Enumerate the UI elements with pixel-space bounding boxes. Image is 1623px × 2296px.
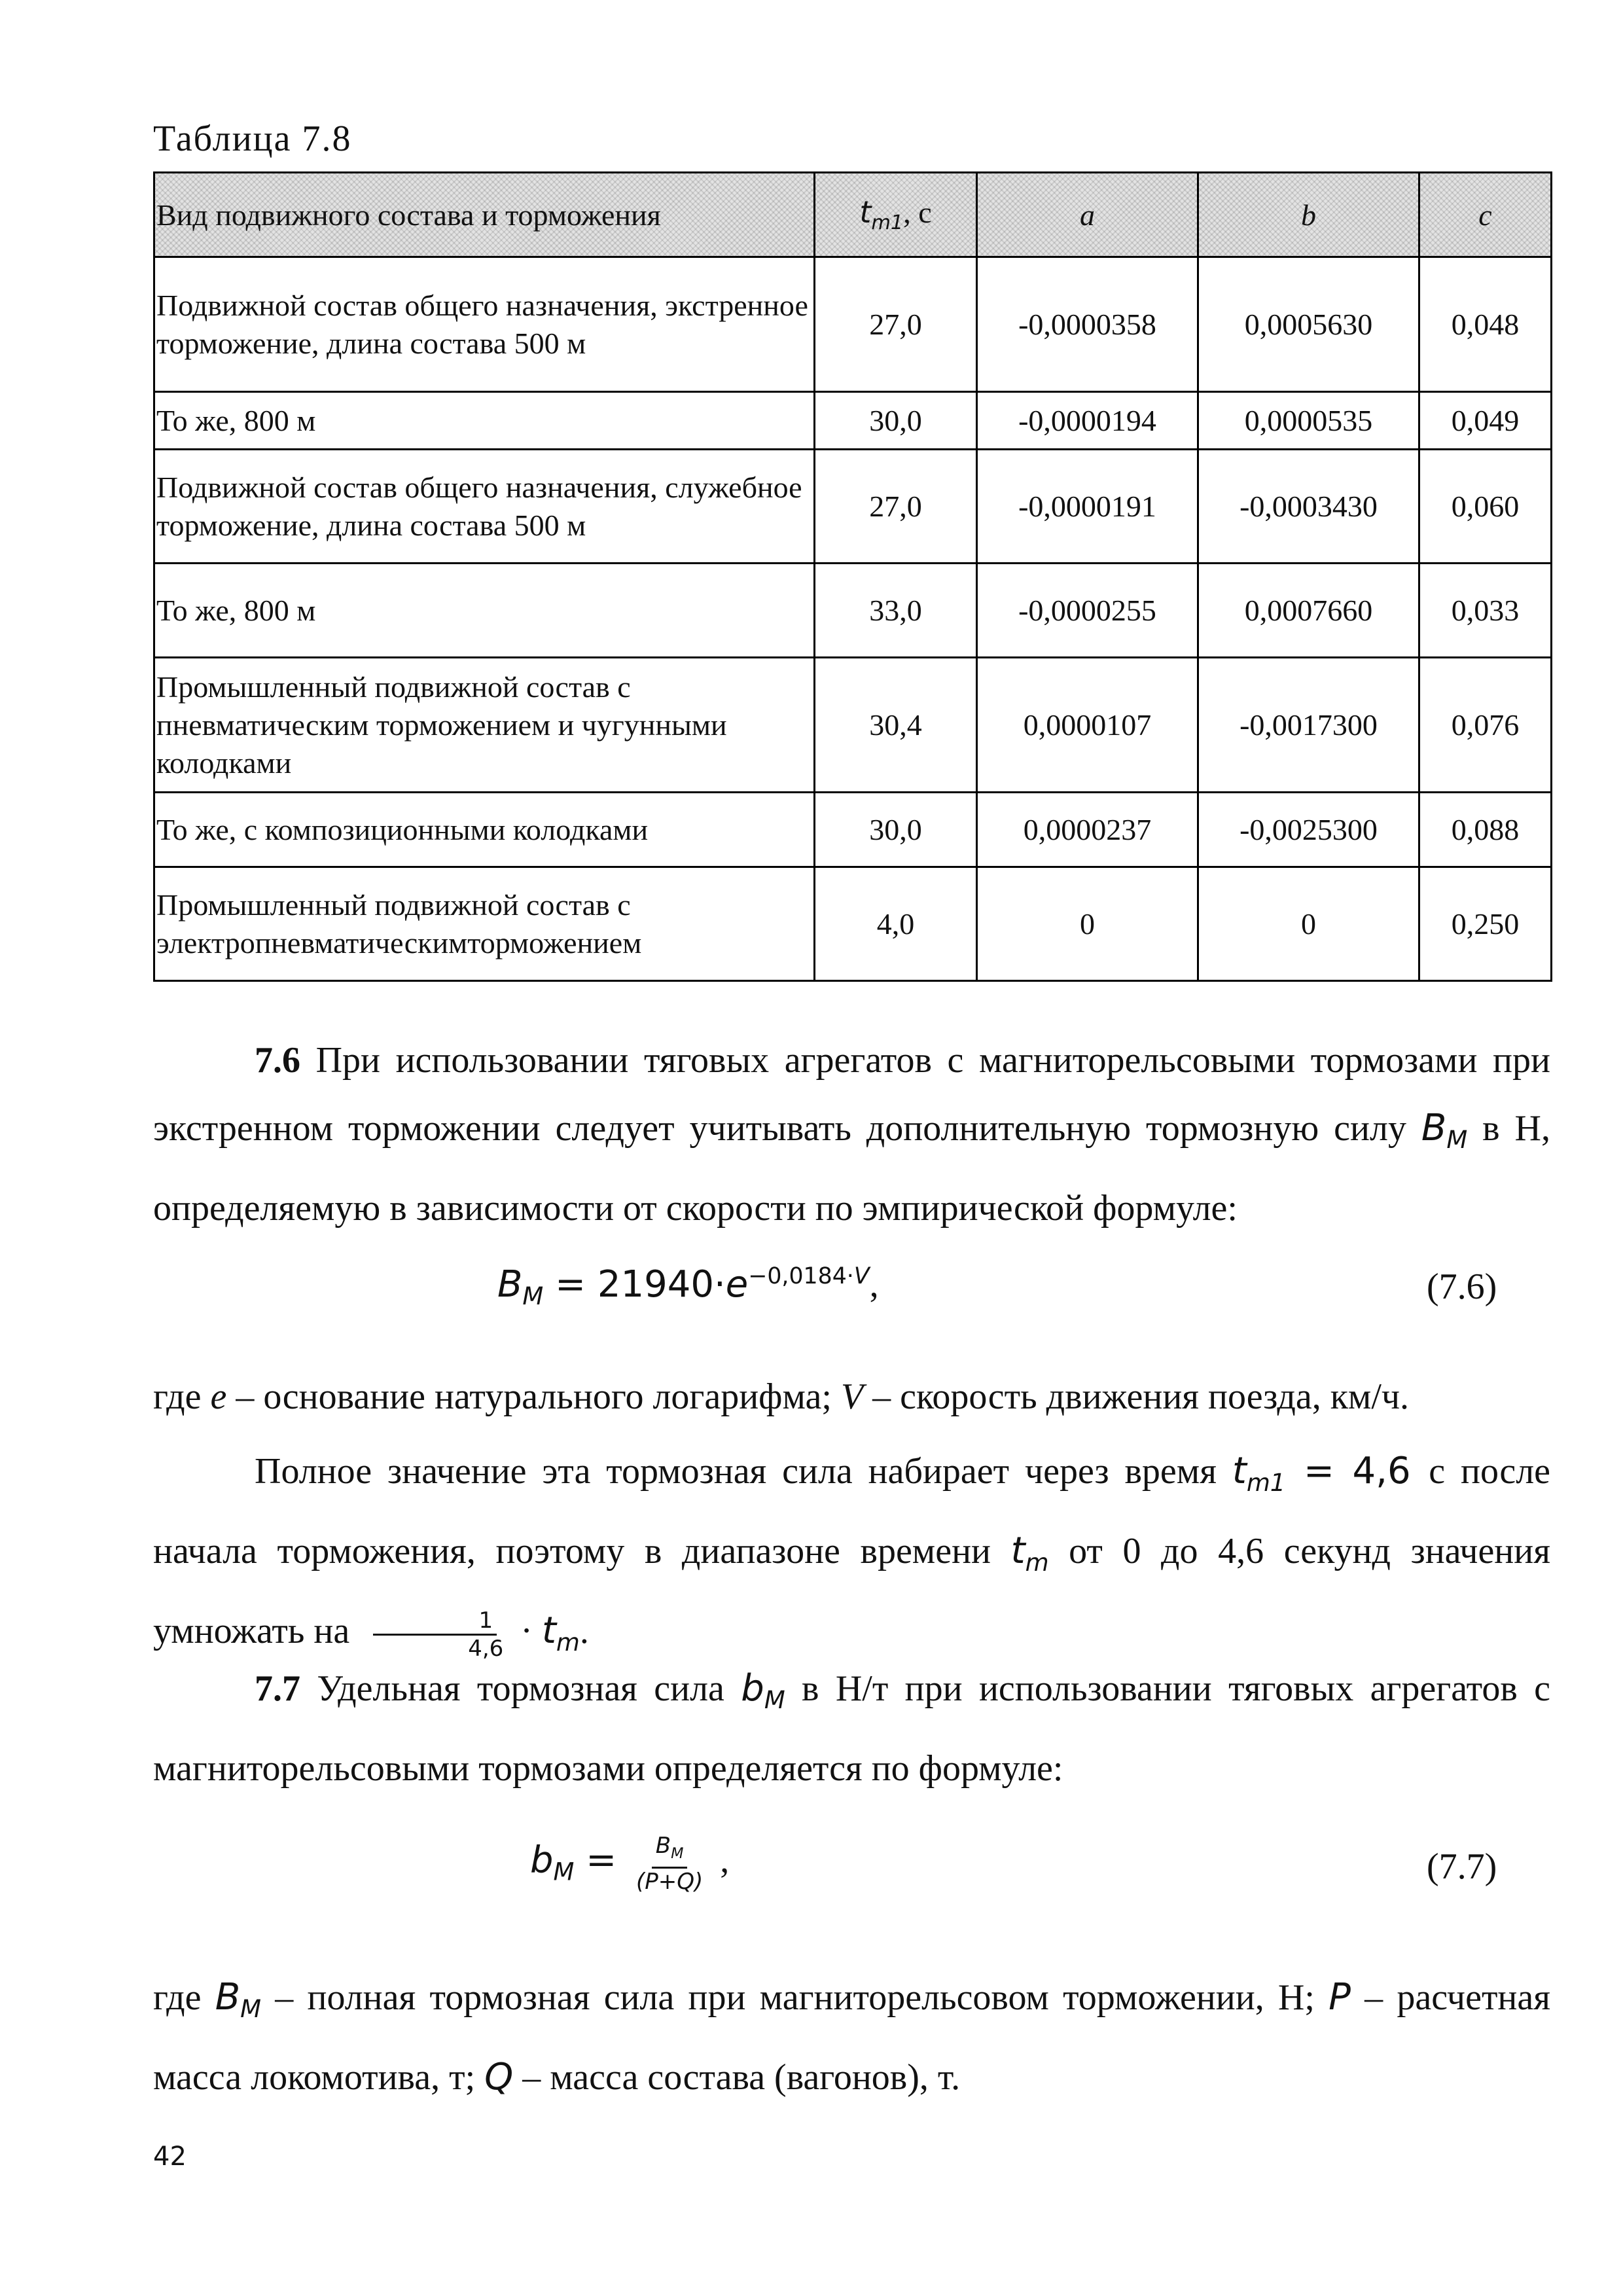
section-7-7-paragraph: 7.7 Удельная тормозная сила $b_M$ в Н/т при использовании тяговых агрегатов с магниторельсовыми тормозами определяется по формуле: [153,1667,1550,1789]
row-tm1: 30,4 [815,658,977,793]
row-name: Промышленный подвижной состав с электропневматическимторможением [154,867,815,981]
row-name: Подвижной состав общего назначения, служебное торможение, длина состава 500 м [154,450,815,564]
where-7-7: где $B_M$ – полная тормозная сила при магниторельсовом торможении, Н; P – расчетная масса локомотива, т; Q – масса состава (вагонов), т. [153,1976,1551,2099]
row-c: 0,033 [1419,564,1552,658]
row-name: Промышленный подвижной состав с пневматическим торможением и чугунными колодками [154,658,815,793]
row-c: 0,250 [1419,867,1552,981]
row-b: -0,0017300 [1198,658,1419,793]
page-number: 42 [153,2142,187,2172]
row-a: 0,0000107 [977,658,1198,793]
row-tm1: 4,0 [815,867,977,981]
section-number: 7.7 [255,1668,300,1709]
row-tm1: 27,0 [815,450,977,564]
row-a: -0,0000191 [977,450,1198,564]
where-7-6: где e – основание натурального логарифма; V – скорость движения поезда, км/ч. [153,1376,1410,1417]
row-c: 0,088 [1419,793,1552,867]
row-b: 0,0000535 [1198,392,1419,450]
row-a: 0 [977,867,1198,981]
row-tm1: 30,0 [815,392,977,450]
row-name: То же, 800 м [154,564,815,658]
coefficients-table [153,171,1552,982]
full-value-paragraph: Полное значение эта тормозная сила набирает через время $t_{m1} = 4,6$ с после начала торможения, поэтому в диапазоне времени $t_m$ от 0 до 4,6 секунд значения умножать на $\frac{1}{4,6}$ · $t_m$. [153,1450,1551,1662]
row-c: 0,076 [1419,658,1552,793]
header-b: b [1198,173,1419,257]
row-a: -0,0000255 [977,564,1198,658]
table-row [154,564,1552,658]
header-a: a [977,173,1198,257]
row-a: 0,0000237 [977,793,1198,867]
equation-number-7-6: (7.6) [1427,1266,1497,1307]
var-bm: B [1421,1107,1447,1149]
header-rolling-stock: Вид подвижного состава и торможения [154,173,815,257]
equation-number-7-7: (7.7) [1427,1846,1497,1887]
formula-7-6: $B_M = 21940\cdot e^{-0,0184\cdot V}$, [497,1263,879,1311]
table-header-row [154,173,1552,257]
row-b: 0 [1198,867,1419,981]
row-tm1: 33,0 [815,564,977,658]
table-row [154,867,1552,981]
fraction: $\frac{B_M}{(P+Q)}$ [635,1833,704,1895]
table-row [154,793,1552,867]
table-row [154,450,1552,564]
header-tm1: $t_{m1}$, с [815,173,977,257]
row-tm1: 27,0 [815,257,977,392]
fraction: $\frac{1}{4,6}$ [363,1607,507,1662]
row-name: Подвижной состав общего назначения, экстренное торможение, длина состава 500 м [154,257,815,392]
table-row [154,257,1552,392]
row-a: -0,0000358 [977,257,1198,392]
row-a: -0,0000194 [977,392,1198,450]
row-name: То же, 800 м [154,392,815,450]
row-c: 0,049 [1419,392,1552,450]
table-caption: Таблица 7.8 [153,118,352,159]
row-b: -0,0003430 [1198,450,1419,564]
row-c: 0,048 [1419,257,1552,392]
row-c: 0,060 [1419,450,1552,564]
table-row [154,658,1552,793]
formula-7-7: $b_M$ = $\frac{B_M}{(P+Q)}$ , [530,1833,730,1895]
header-c: c [1419,173,1552,257]
row-b: -0,0025300 [1198,793,1419,867]
section-number: 7.6 [255,1040,300,1081]
row-b: 0,0005630 [1198,257,1419,392]
row-tm1: 30,0 [815,793,977,867]
table-row [154,392,1552,450]
section-7-6-paragraph: 7.6 При использовании тяговых агрегатов с магниторельсовыми тормозами при экстренном торможении следует учитывать дополнительную тормозную силу $B_M$ в Н, определяемую в зависимости от скорости по эмпирической формуле: [153,1040,1550,1229]
row-b: 0,0007660 [1198,564,1419,658]
row-name: То же, с композиционными колодками [154,793,815,867]
